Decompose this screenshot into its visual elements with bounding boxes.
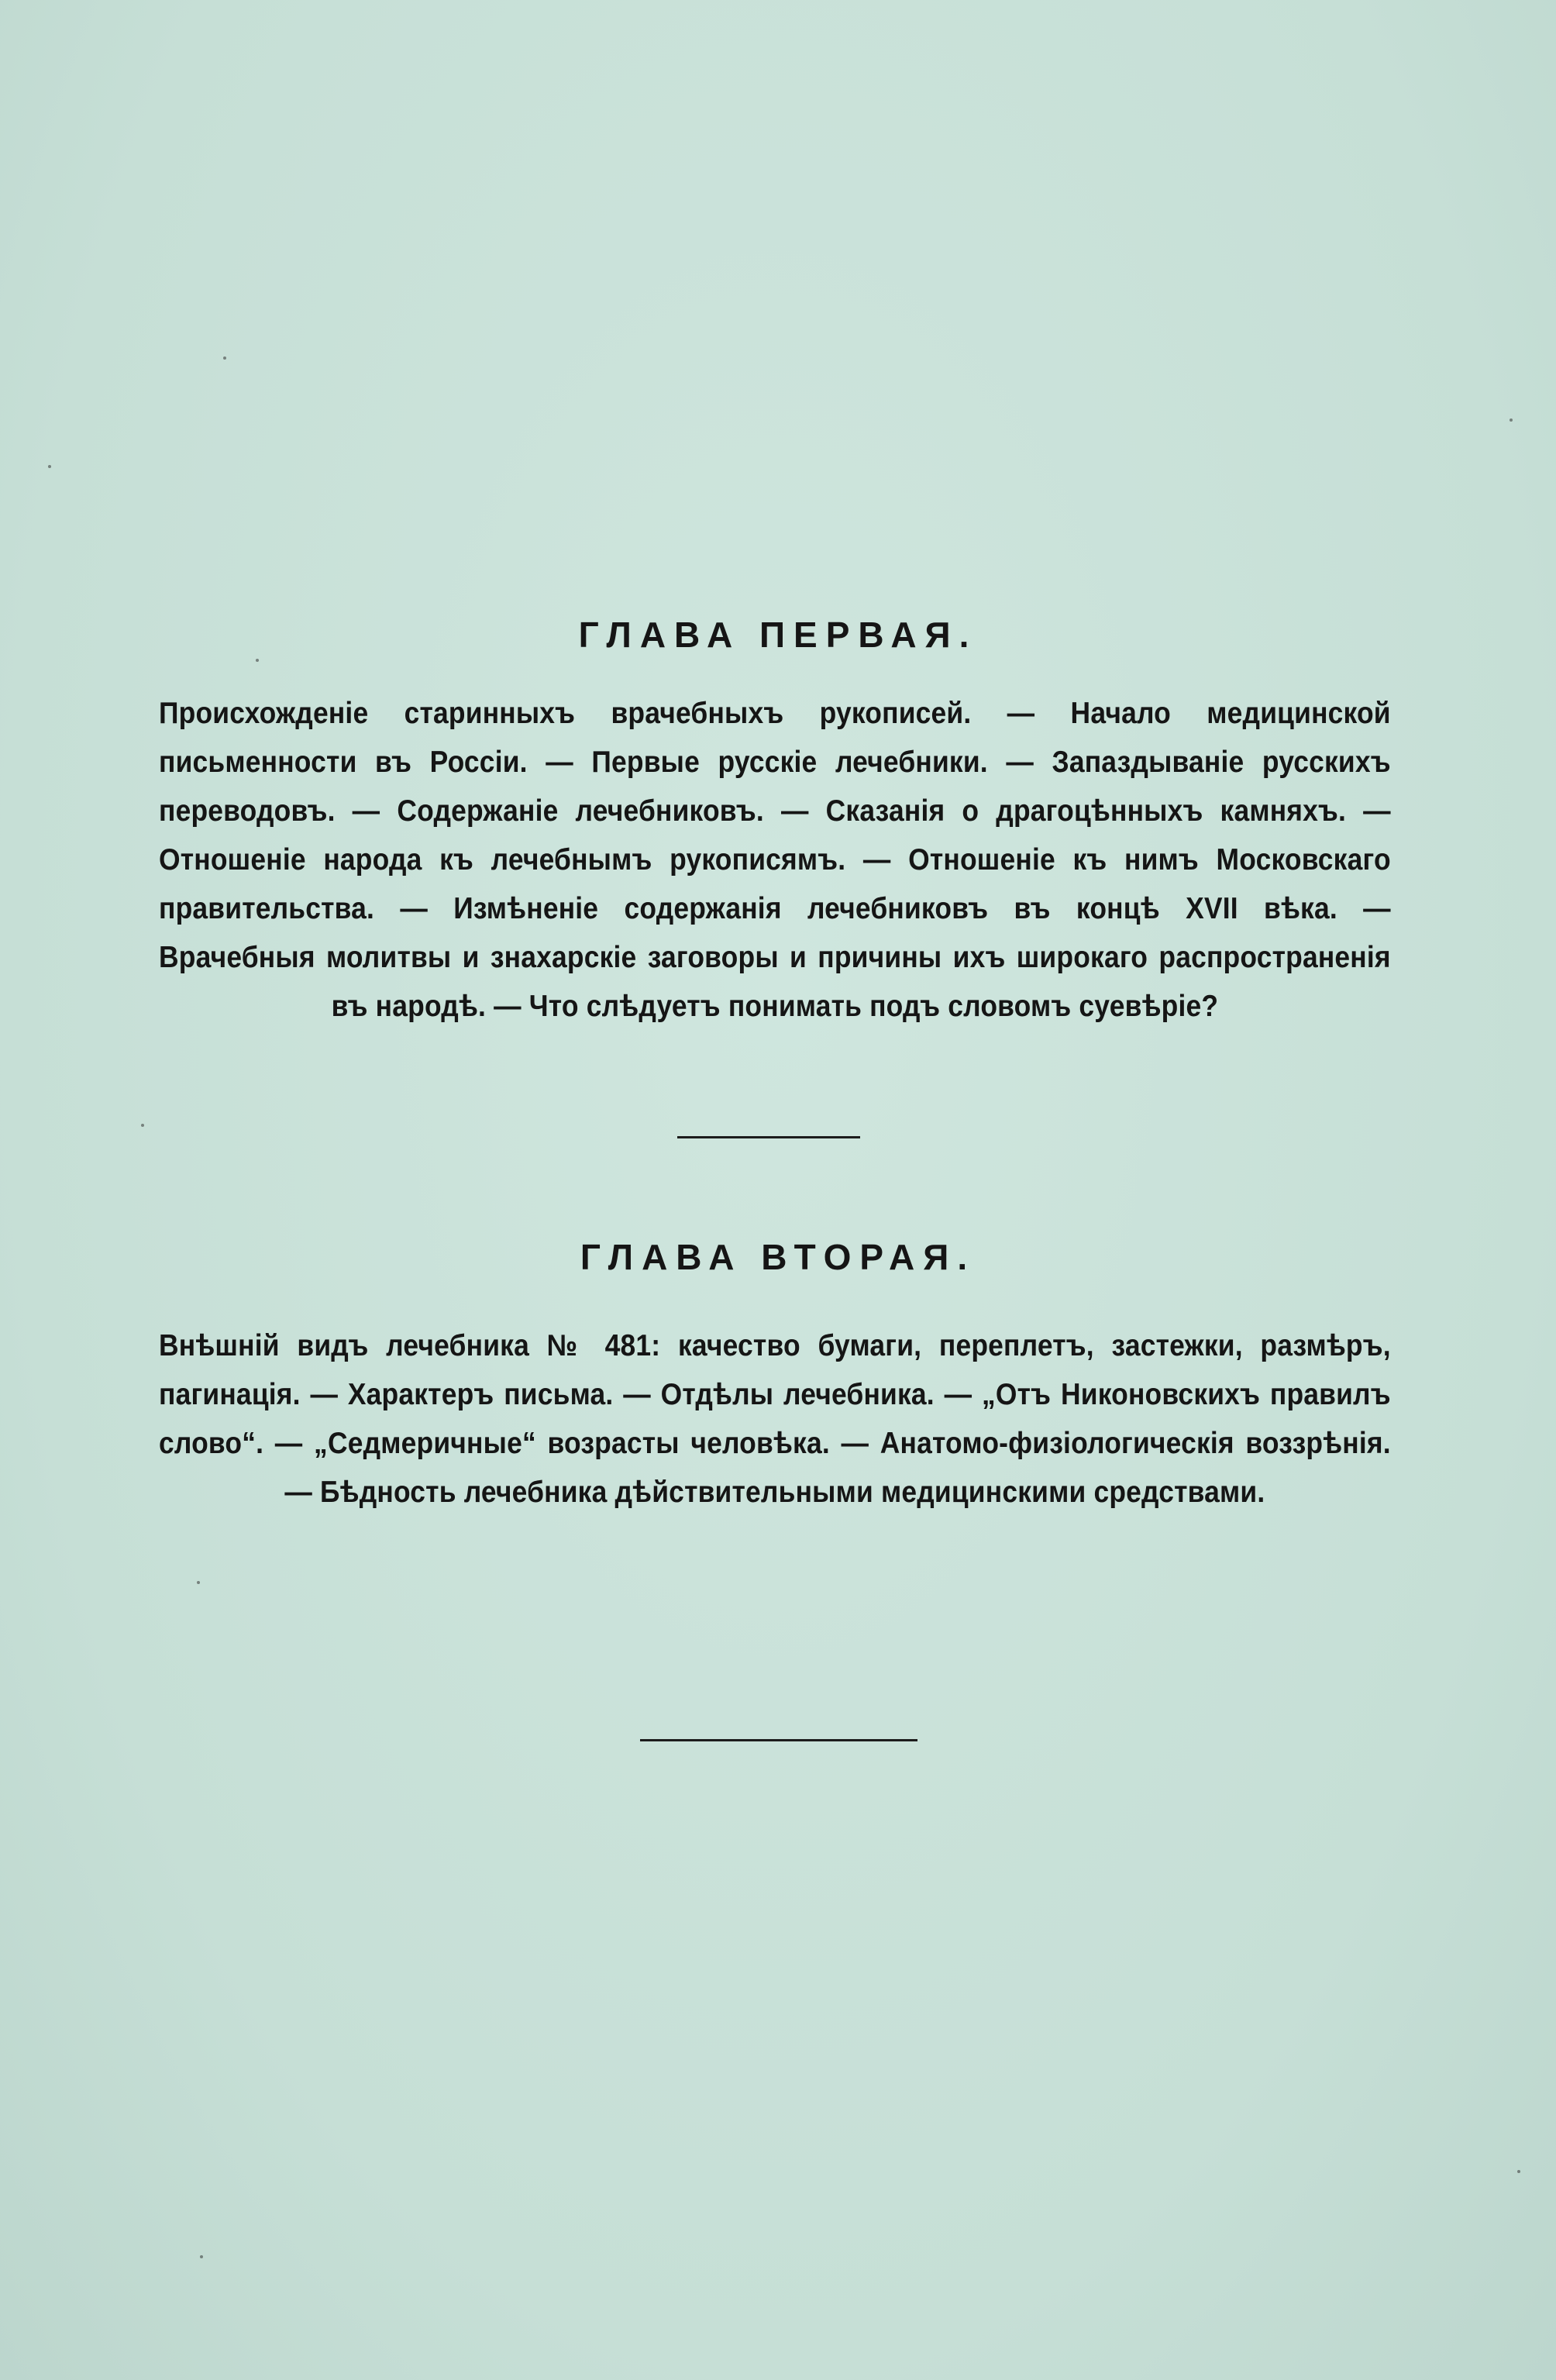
closing-divider <box>640 1739 917 1741</box>
paper-speck <box>223 356 226 360</box>
chapter-two-title: ГЛАВА ВТОРАЯ. <box>580 1237 976 1277</box>
chapter-two-summary: Внѣшній видъ лечебника № 481: качество бумаги, переплетъ, застежки, размѣръ, пагинація. — Характеръ письма. — Отдѣлы лечебника. — „Отъ Никоновскихъ правилъ слово“. — „Седмеричные“ возрасты человѣка. — Анатомо-физіологическія воззрѣнія. — Бѣдность лечебника дѣйствительными медицинскими средствами. <box>159 1329 1391 1509</box>
chapter-one-title: ГЛАВА ПЕРВАЯ. <box>578 615 978 655</box>
paper-speck <box>200 2255 203 2258</box>
paper-speck <box>197 1581 200 1584</box>
paper-speck <box>1517 2170 1520 2173</box>
paper-speck <box>1510 418 1513 422</box>
paper-speck <box>256 659 259 662</box>
paper-speck <box>141 1124 144 1127</box>
chapter-one-summary: Происхожденіе старинныхъ врачебныхъ рукописей. — Начало медицинской письменности въ Россіи. — Первые русскіе лечебники. — Запаздываніе русскихъ переводовъ. — Содержаніе лечебниковъ. — Сказанія о драгоцѣнныхъ камняхъ. — Отношеніе народа къ лечебнымъ рукописямъ. — Отношеніе къ нимъ Московскаго правительства. — Измѣненіе содержанія лечебниковъ въ концѣ XVII вѣка. — Врачебныя молитвы и знахарскіе заговоры и причины ихъ широкаго распространенія въ народѣ. — Что слѣдуетъ понимать подъ словомъ суевѣріе? <box>159 697 1391 1023</box>
section-divider <box>677 1136 860 1138</box>
paper-speck <box>48 465 51 468</box>
